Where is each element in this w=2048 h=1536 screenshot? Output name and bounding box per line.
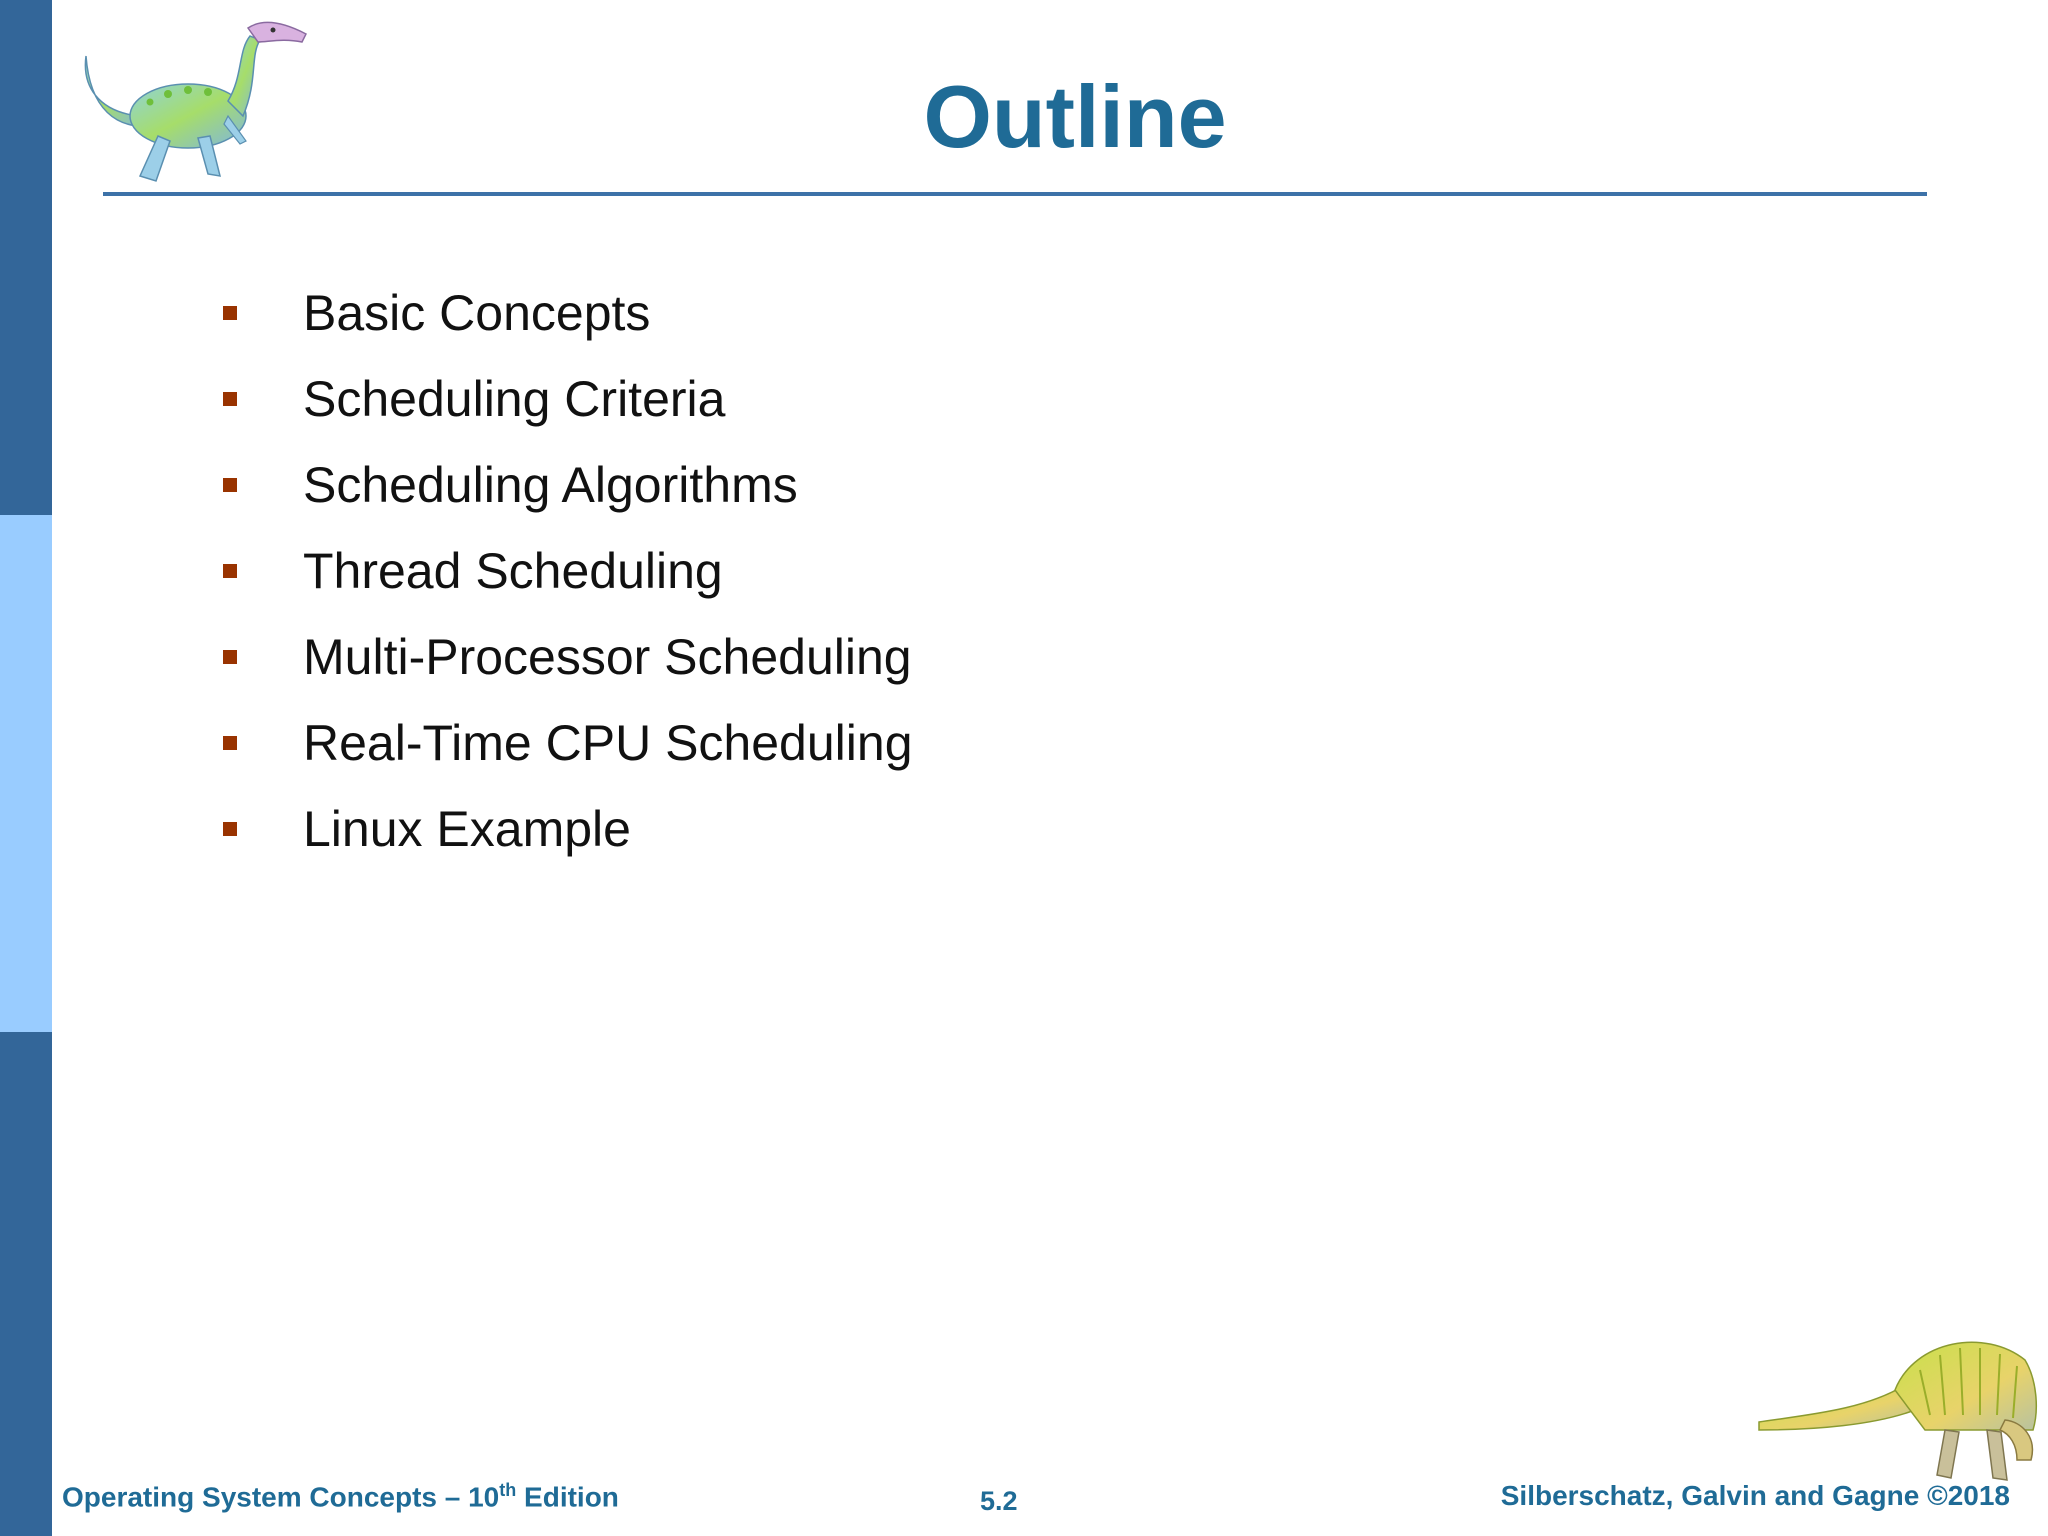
list-item-text: Linux Example xyxy=(303,801,631,857)
sidebar-stripe-top xyxy=(0,0,52,515)
footer-authors: Silberschatz, Galvin and Gagne ©2018 xyxy=(1500,1480,2010,1511)
list-item-text: Real-Time CPU Scheduling xyxy=(303,715,913,771)
square-bullet-icon xyxy=(223,736,237,750)
square-bullet-icon xyxy=(223,564,237,578)
list-item xyxy=(220,270,913,356)
outline-list xyxy=(220,270,913,872)
square-bullet-icon xyxy=(223,822,237,836)
list-item-text: Multi-Processor Scheduling xyxy=(303,629,912,685)
square-bullet-icon xyxy=(223,650,237,664)
list-item-text: Basic Concepts xyxy=(303,285,651,341)
list-item-text: Thread Scheduling xyxy=(303,543,723,599)
slide-title: Outline xyxy=(923,67,1227,166)
footer-book-superscript: th xyxy=(499,1480,517,1500)
title-divider xyxy=(103,192,1927,196)
slide-number: 5.2 xyxy=(980,1486,1018,1516)
list-item xyxy=(220,614,913,700)
sidebar-stripe-middle xyxy=(0,515,52,1032)
list-item xyxy=(220,528,913,614)
square-bullet-icon xyxy=(223,392,237,406)
list-item xyxy=(220,442,913,528)
footer-book-suffix: Edition xyxy=(516,1481,619,1513)
list-item-text: Scheduling Criteria xyxy=(303,371,726,427)
list-item-text: Scheduling Algorithms xyxy=(303,457,798,513)
list-item xyxy=(220,786,913,872)
footer-book-prefix: Operating System Concepts – 10 xyxy=(62,1481,500,1513)
sidebar-stripe-bottom xyxy=(0,1032,52,1536)
list-item xyxy=(220,700,913,786)
list-item xyxy=(220,356,913,442)
footer-book-title xyxy=(62,1480,619,1513)
dinosaur-icon xyxy=(1755,1330,2045,1490)
square-bullet-icon xyxy=(223,306,237,320)
square-bullet-icon xyxy=(223,478,237,492)
